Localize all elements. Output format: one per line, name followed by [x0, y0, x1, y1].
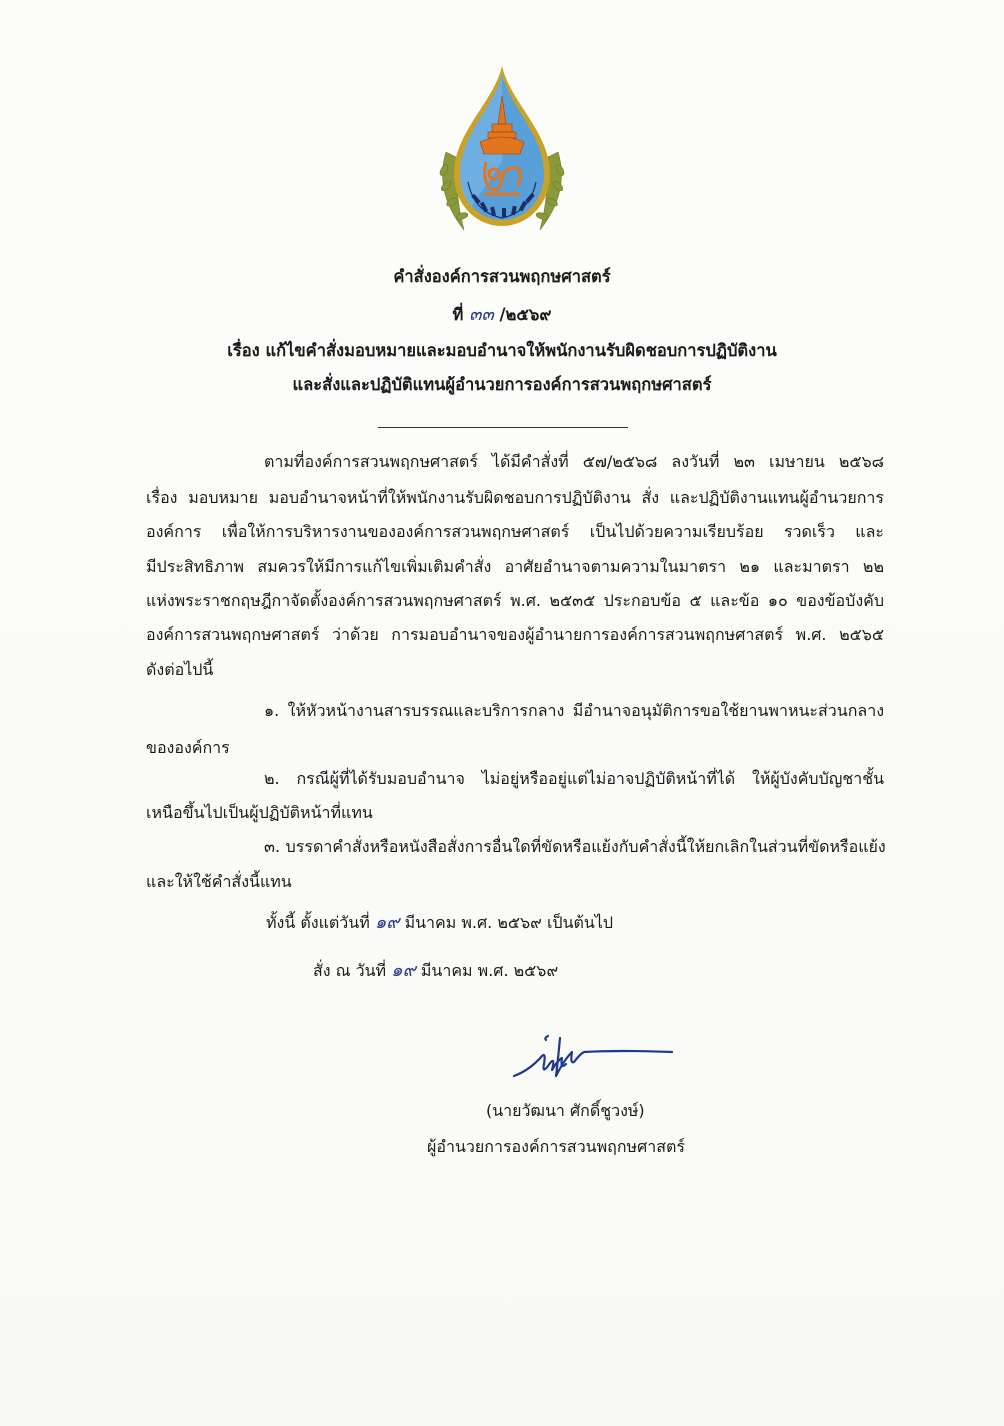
order-number-suffix: /๒๕๖๙	[499, 305, 552, 324]
clause-1-line: ๑. ให้หัวหน้างานสารบรรณและบริการกลาง มีอำนาจอนุมัติการขอใช้ยานพาหนะส่วนกลาง	[264, 701, 884, 720]
subject-line-1: เรื่อง แก้ไขคำสั่งมอบหมายและมอบอำนาจให้พนักงานรับผิดชอบการปฏิบัติงาน	[227, 341, 777, 360]
subject-line-2: และสั่งและปฏิบัติแทนผู้อำนวยการองค์การสวนพฤกษศาสตร์	[292, 375, 712, 394]
paragraph-line: เรื่อง มอบหมาย มอบอำนาจหน้าที่ให้พนักงานรับผิดชอบการปฏิบัติงาน สั่ง และปฏิบัติงานแทนผู้อำนวยการ	[146, 488, 884, 507]
clause-3-line: และให้ใช้คำสั่งนี้แทน	[146, 872, 292, 891]
effective-day-handwritten: ๑๙	[374, 912, 400, 933]
effective-date-suffix: มีนาคม พ.ศ. ๒๕๖๙ เป็นต้นไป	[404, 913, 614, 932]
clause-2-line: ๒. กรณีผู้ที่ได้รับมอบอำนาจ ไม่อยู่หรืออยู่แต่ไม่อาจปฏิบัติหน้าที่ได้ ให้ผู้บังคับบัญชาชั้น	[264, 769, 884, 788]
paragraph-line: แห่งพระราชกฤษฎีกาจัดตั้งองค์การสวนพฤกษศาสตร์ พ.ศ. ๒๕๓๕ ประกอบข้อ ๕ และข้อ ๑๐ ของข้อบังคับ	[146, 591, 884, 610]
signatory-position: ผู้อำนวยการองค์การสวนพฤกษศาสตร์	[427, 1137, 685, 1156]
ordered-date-line	[313, 960, 558, 982]
effective-date-line	[266, 912, 613, 934]
clause-3-line: ๓. บรรดาคำสั่งหรือหนังสือสั่งการอื่นใดที่ขัดหรือแย้งกับคำสั่งนี้ให้ยกเลิกในส่วนที่ขัดหรือแย้ง	[264, 837, 886, 856]
ordered-date-prefix: สั่ง ณ วันที่	[313, 961, 387, 980]
paragraph-line: องค์การ เพื่อให้การบริหารงานขององค์การสวนพฤกษศาสตร์ เป็นไปด้วยความเรียบร้อย รวดเร็ว และ	[146, 522, 884, 541]
ordered-date-suffix: มีนาคม พ.ศ. ๒๕๖๙	[420, 961, 559, 980]
paragraph-line: องค์การสวนพฤกษศาสตร์ ว่าด้วย การมอบอำนาจของผู้อำนายการองค์การสวนพฤกษศาสตร์ พ.ศ. ๒๕๖๕	[146, 625, 884, 644]
paragraph-line: ดังต่อไปนี้	[146, 660, 214, 679]
signatory-name: (นายวัฒนา ศักดิ์ชูวงษ์)	[486, 1101, 645, 1120]
order-title: คำสั่งองค์การสวนพฤกษศาสตร์	[393, 267, 611, 286]
botanical-garden-emblem	[424, 62, 580, 242]
order-number-handwritten: ๓๓	[469, 304, 494, 325]
handwritten-signature	[500, 1030, 710, 1098]
ordered-day-handwritten: ๑๙	[391, 960, 416, 981]
title-divider	[378, 427, 628, 428]
paragraph-line: ตามที่องค์การสวนพฤกษศาสตร์ ได้มีคำสั่งที่ ๕๗/๒๕๖๘ ลงวันที่ ๒๓ เมษายน ๒๕๖๘	[264, 452, 884, 471]
order-number-line	[0, 304, 1004, 326]
clause-1-line: ขององค์การ	[146, 738, 230, 757]
clause-2-line: เหนือขึ้นไปเป็นผู้ปฏิบัติหน้าที่แทน	[146, 803, 373, 822]
effective-date-prefix: ทั้งนี้ ตั้งแต่วันที่	[266, 913, 370, 932]
order-number-prefix: ที่	[452, 305, 464, 324]
paragraph-line: มีประสิทธิภาพ สมควรให้มีการแก้ไขเพิ่มเติมคำสั่ง อาศัยอำนาจตามความในมาตรา ๒๑ และมาตรา ๒๒	[146, 557, 884, 576]
